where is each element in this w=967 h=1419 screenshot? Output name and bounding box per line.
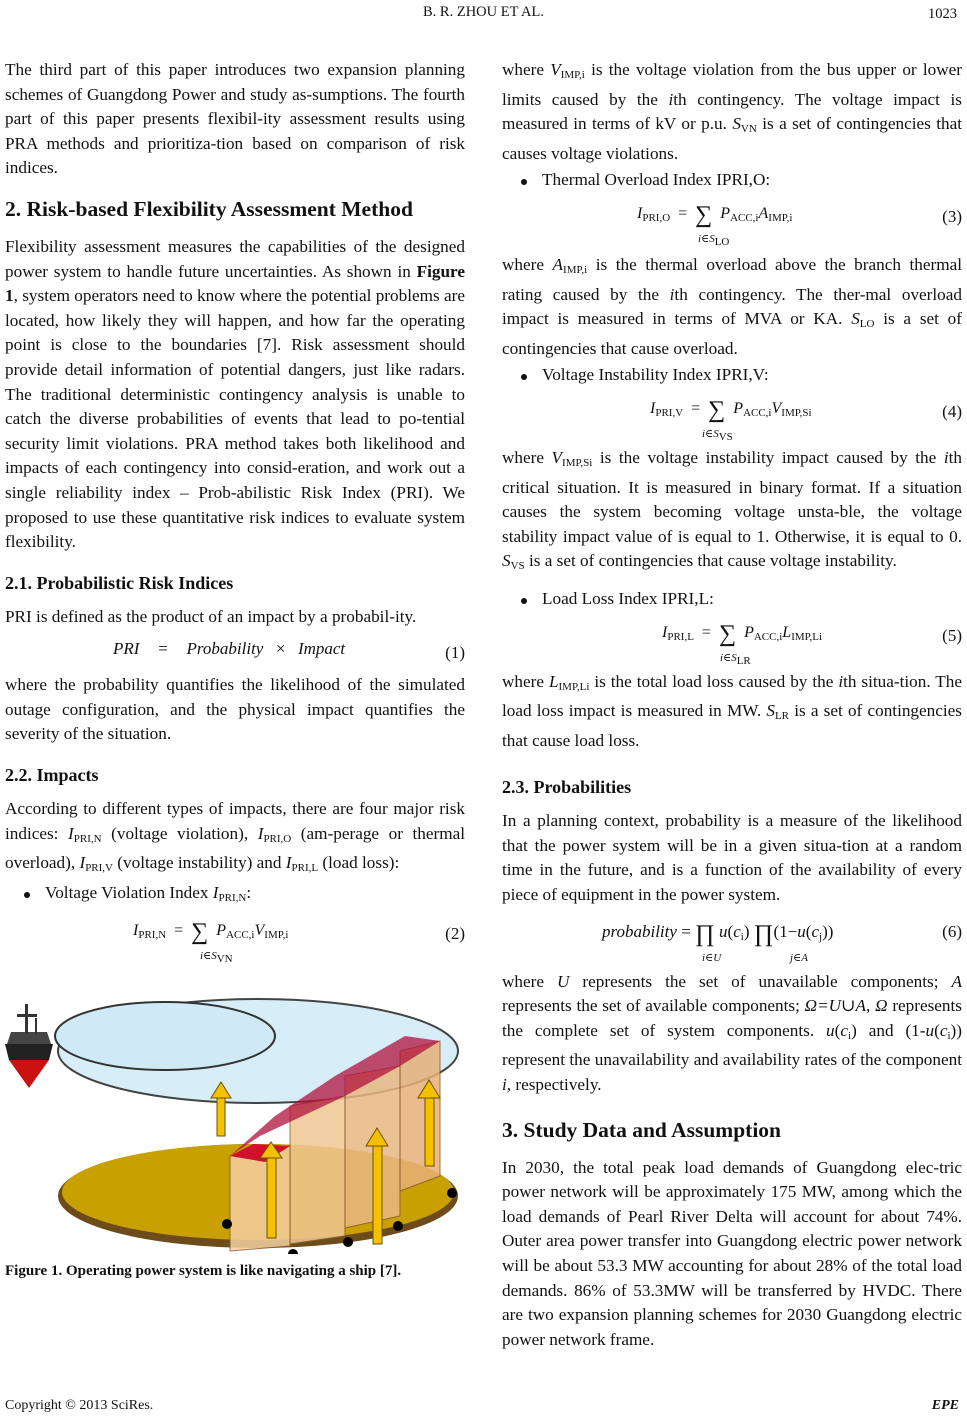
section-2-2-heading: 2.2. Impacts (5, 765, 99, 786)
section-2-3-paragraph: In a planning context, probability is a measure of the likelihood that the power system will be in a given situa-tion at a random time in the future, and is a function of the availability of every piece of equipment in the power system. (502, 811, 962, 905)
thermal-overload-explanation: where $A_{IMP,i}$ is the thermal overload above the branch thermal rating caused by the ith contingency. The ther-mal overload impact is measured in terms of MVA or KA. $S_{LO}$ is a set of contingencies that cause overload. (502, 254, 962, 358)
equation-5-number: (5) (942, 625, 962, 645)
right-column (502, 58, 962, 1352)
ship-navigation-diagram (5, 996, 465, 1254)
equation-3: $I_{PRI,O}$ = ∑ $P_{ACC,i}A_{IMP,i}$ i∈SLO (3) (637, 201, 962, 248)
ship-icon (5, 1004, 53, 1088)
equation-3-number: (3) (942, 206, 962, 226)
equation-4-number: (4) (942, 401, 962, 421)
section-2-heading: 2. Risk-based Flexibility Assessment Method (5, 196, 413, 221)
bullet-load-loss: Load Loss Index IPRI,L: (502, 587, 962, 612)
running-title: B. R. ZHOU ET AL. (423, 4, 544, 20)
equation-4: $I_{PRI,V}$ = ∑ $P_{ACC,i}V_{IMP,Si}$ i∈SVS (4) (650, 396, 962, 443)
section-3-heading: 3. Study Data and Assumption (502, 1117, 781, 1142)
voltage-violation-explanation: where $V_{IMP,i}$ is the voltage violation from the bus upper or lower limits caused by the ith contingency. The voltage impact is measured in terms of kV or p.u. $S_{VN}$ is a set of contingencies that causes voltage violations. (502, 60, 962, 163)
figure-1-caption: Figure 1. Operating power system is like navigating a ship [7]. (5, 1263, 402, 1280)
copyright-text: Copyright © 2013 SciRes. (5, 1398, 154, 1413)
bullet-dot (521, 598, 527, 604)
figure-1-reference[interactable]: Figure 1 (5, 261, 465, 306)
bullet-dot (521, 374, 527, 380)
voltage-instability-explanation: where $V_{IMP,Si}$ is the voltage instability impact caused by the ith critical situation. It is measured in binary format. If a situation causes the system becoming voltage unsta-ble, the voltage stability impact value of is equal to 1. Otherwise, it is equal to 0. $S_{VS}$ is a set of contingencies that cause voltage instability. (502, 447, 962, 573)
section-2-3-heading: 2.3. Probabilities (502, 777, 632, 798)
equation-5: $I_{PRI,L}$ = ∑ $P_{ACC,i}L_{IMP,Li}$ i∈SLR (5) (662, 620, 962, 667)
section-2-1-heading: 2.1. Probabilistic Risk Indices (5, 572, 234, 593)
page-header (0, 0, 967, 30)
bullet-voltage-violation: Voltage Violation Index $I_{PRI,N}$: (5, 881, 465, 911)
figure-1-ship-illustration (5, 996, 465, 1254)
bullet-dot (521, 179, 527, 185)
equation-6-number: (6) (942, 921, 962, 941)
page-number: 1023 (928, 6, 957, 22)
equation-6: probability = ∏ $u(c_i)$ $\prod(1-u(c_j))$ i∈U j∈A (6) (602, 920, 962, 964)
section-2-1-paragraph: PRI is defined as the product of an impact by a probabil-ity. (5, 606, 417, 626)
equation-2-number: (2) (445, 924, 465, 944)
section-2-1-paragraph-2: where the probability quantifies the likelihood of the simulated outage configuration, and the physical impact quantifies the severity of the situation. (5, 675, 465, 744)
section-3-paragraph: In 2030, the total peak load demands of Guangdong elec-tric power network will be approximately 175 MW, among which the load demands of Pearl River Delta will account for about 74%. Outer area power transfer into Guangdong electric power network will be about 53.3 MW accounting for about 28% of the total load demands. 86% of 53.3MW will be transferred by HVDC. There are two expansion planning schemes for 2030 Guangdong electric power network frame. (502, 1157, 962, 1349)
journal-name: EPE (931, 1398, 959, 1413)
section-2-paragraph: Flexibility assessment measures the capabilities of the designed power system to handle future uncertainties. As shown in Figure 1, system operators need to know where the potential problems are located, how likely they will happen, and how far the operating point is close to the boundaries [7]. Risk assessment should provide detail information of potential dangers, just like radars. The traditional deterministic contingency analysis is unable to catch the diverse probabilities of events that lead to po-tential security limit violations. PRA method takes both likelihood and impacts of each contingency into consid-eration, and work out a single reliability index – Prob-abilistic Risk Index (PRI). We proposed to use these quantitative risk indices to evaluate system flexibility. (5, 236, 465, 552)
bullet-dot (24, 892, 30, 898)
left-column (5, 58, 465, 1283)
load-loss-explanation: where $L_{IMP,Li}$ is the total load loss caused by the ith situa-tion. The load loss impact is measured in MW. $S_{LR}$ is a set of contingencies that cause load loss. (502, 671, 963, 750)
bullet-thermal-overload: Thermal Overload Index IPRI,O: (502, 168, 962, 193)
equation-1-number: (1) (445, 643, 465, 663)
section-2-2-paragraph: According to different types of impacts, there are four major risk indices: $I_{PRI,N}$ (voltage violation), $I_{PRI,O}$ (am-perage or thermal overload), $I_{PRI,V}$ (voltage instability) and $I_{PRI,L}$ (load loss): (5, 799, 465, 875)
equation-1: PRI = Probability × Impact (1) (5, 629, 465, 673)
intro-paragraph: The third part of this paper introduces two expansion planning schemes of Guangdong Power and study as-sumptions. The fourth part of this paper presents flexibil-ity assessment results using PRA methods and prioritiza-tion based on comparison of risk indices. (5, 60, 465, 178)
probability-explanation: where U represents the set of unavailable components; A represents the set of available components; Ω=U∪A, Ω represents the complete set of system components. $u(c_i)$ and $(1-u(c_i))$ represent the unavailability and availability rates of the component i, respectively. (502, 971, 962, 1095)
bullet-voltage-instability: Voltage Instability Index IPRI,V: (502, 363, 962, 388)
equation-2: $I_{PRI,N}$ = ∑ $P_{ACC,i}V_{IMP,i}$ i∈SVN (2) (133, 919, 465, 966)
